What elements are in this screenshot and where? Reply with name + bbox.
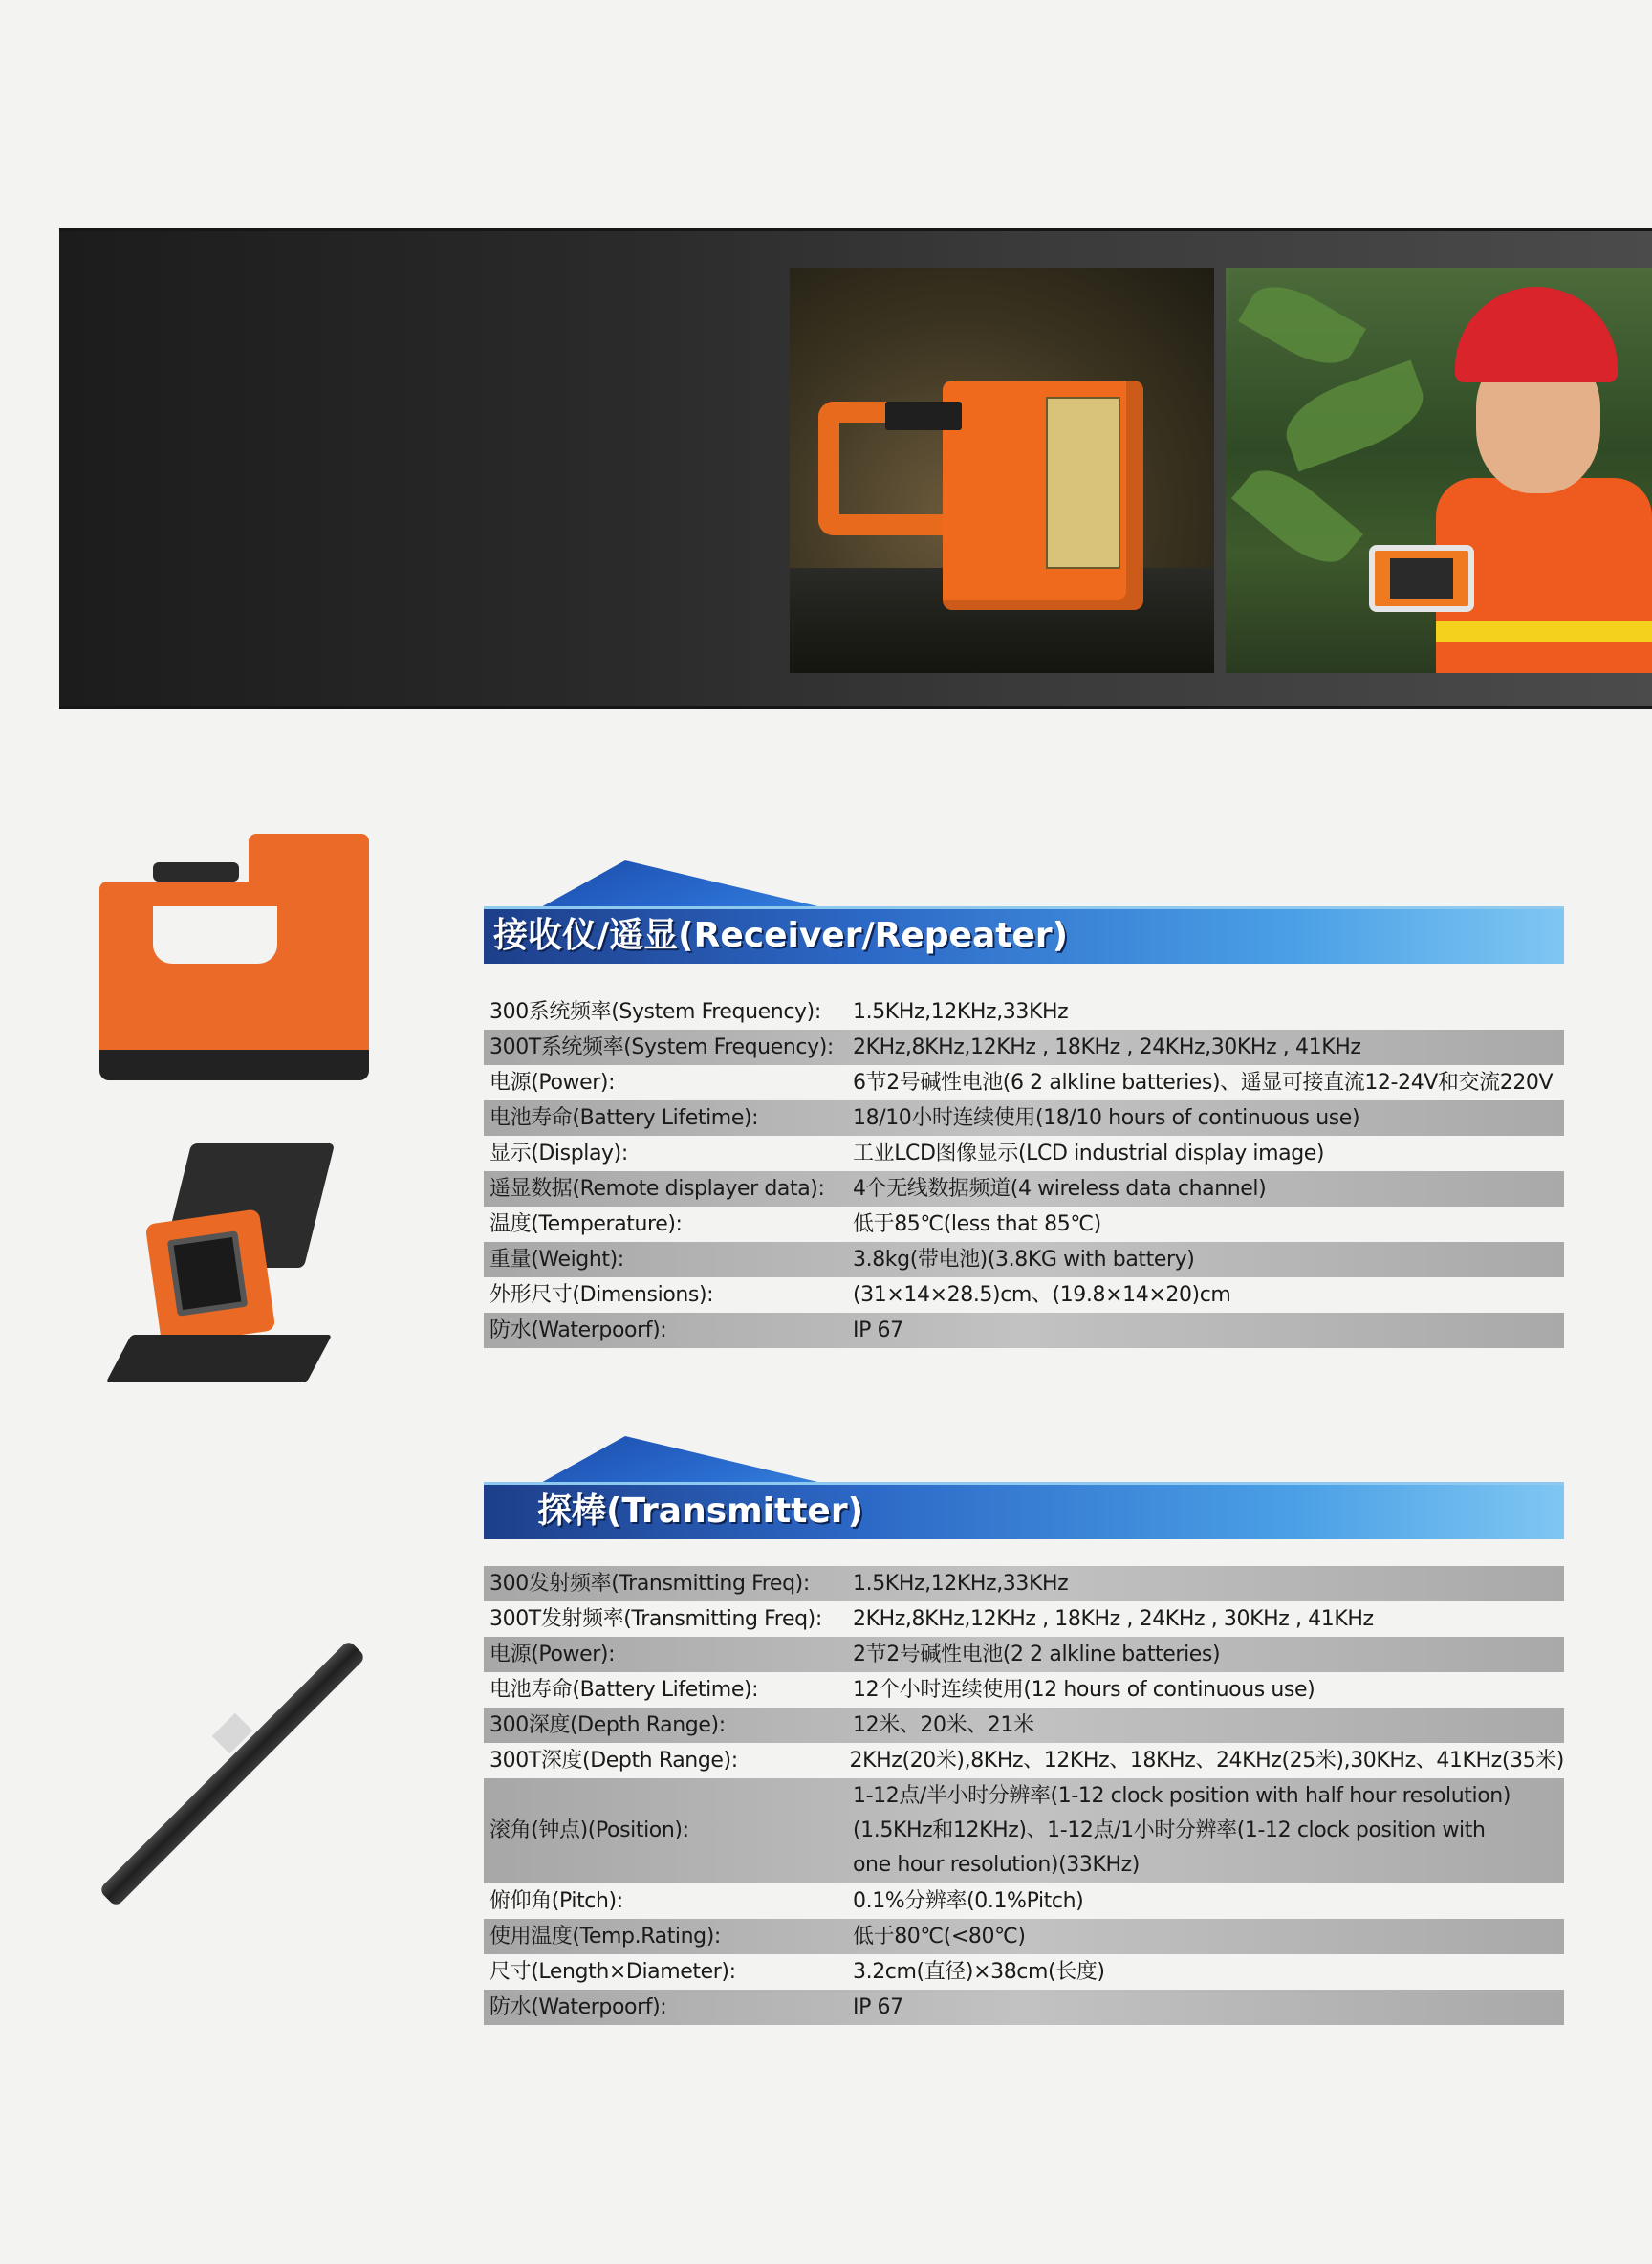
spec-value: 18/10小时连续使用(18/10 hours of continuous use) [853,1105,1360,1130]
display-stand [106,1335,333,1382]
photo-vest-stripe [1436,621,1652,642]
spec-value: 0.1%分辨率(0.1%Pitch) [853,1888,1084,1913]
spec-label: 外形尺寸(Dimensions): [489,1282,714,1307]
spec-label: 300发射频率(Transmitting Freq): [489,1571,810,1596]
spec-row [484,1954,1564,1990]
photo-receiver-label [1046,397,1120,569]
spec-row [484,1100,1564,1136]
spec-label: 300深度(Depth Range): [489,1712,726,1737]
photo-handheld-display [1369,545,1474,612]
spec-label: 俯仰角(Pitch): [489,1888,623,1913]
spec-label: 显示(Display): [489,1141,628,1165]
spec-row [484,1637,1564,1672]
transmitter-spec-table [484,1566,1564,2025]
spec-value: 12米、20米、21米 [853,1712,1034,1737]
wand-rod [98,1640,366,1907]
spec-value: 6节2号碱性电池(6 2 alkline batteries)、遥显可接直流12-24V和交流220V [853,1070,1554,1095]
spec-value: 低于80℃(<80℃) [853,1924,1026,1948]
spec-row [484,1136,1564,1171]
spec-value: 12个小时连续使用(12 hours of continuous use) [853,1677,1315,1702]
spec-row [484,1313,1564,1348]
receiver-handle-gap [153,906,277,964]
spec-label: 尺寸(Length×Diameter): [489,1959,736,1984]
spec-value: 2节2号碱性电池(2 2 alkline batteries) [853,1642,1221,1666]
spec-label: 300T深度(Depth Range): [489,1748,738,1773]
photo-foliage [1231,454,1363,578]
spec-label: 防水(Waterpoorf): [489,1994,667,2019]
spec-value: 3.8kg(带电池)(3.8KG with battery) [853,1247,1195,1272]
photo-foliage [1276,359,1434,471]
spec-label: 电池寿命(Battery Lifetime): [489,1105,759,1130]
spec-row [484,1990,1564,2025]
receiver-field-photo [790,268,1214,673]
spec-row [484,1778,1564,1883]
spec-row [484,1743,1564,1778]
spec-row [484,1566,1564,1601]
spec-value [849,1779,1564,1883]
spec-row [484,1672,1564,1708]
photo-receiver-screen [885,402,962,430]
worker-photo [1226,268,1652,673]
spec-label: 防水(Waterpoorf): [489,1317,667,1342]
spec-value: 1.5KHz,12KHz,33KHz [853,1571,1069,1596]
spec-row [484,1065,1564,1100]
spec-value: 工业LCD图像显示(LCD industrial display image) [853,1141,1325,1165]
spec-row [484,1883,1564,1919]
spec-label: 电池寿命(Battery Lifetime): [489,1677,759,1702]
receiver-spec-table [484,994,1564,1348]
receiver-top [249,834,369,901]
spec-label: 300T发射频率(Transmitting Freq): [489,1606,822,1631]
top-banner [59,228,1652,709]
photo-hard-hat [1455,287,1618,382]
receiver-section-header [484,860,1564,966]
photo-foliage [1238,272,1366,379]
spec-label: 重量(Weight): [489,1247,624,1272]
spec-label: 温度(Temperature): [489,1211,683,1236]
transmitter-section-header [484,1436,1564,1541]
spec-value: 低于85℃(less that 85℃) [853,1211,1101,1236]
spec-value: 2KHz,8KHz,12KHz , 18KHz , 24KHz,30KHz , 41KHz [853,1034,1361,1059]
spec-row [484,1030,1564,1065]
spec-value: 2KHz(20米),8KHz、12KHz、18KHz、24KHz(25米),30KHz、41KHz(35米) [849,1748,1564,1773]
spec-label: 电源(Power): [489,1070,616,1095]
spec-value: 3.2cm(直径)×38cm(长度) [853,1959,1105,1984]
spec-label: 滚角(钟点)(Position): [489,1818,689,1842]
spec-value: 2KHz,8KHz,12KHz , 18KHz , 24KHz , 30KHz , 41KHz [853,1606,1374,1631]
display-screen [167,1230,248,1317]
spec-value: 1.5KHz,12KHz,33KHz [853,999,1069,1024]
spec-value: IP 67 [853,1994,903,2019]
spec-label: 使用温度(Temp.Rating): [489,1924,721,1948]
spec-label: 遥显数据(Remote displayer data): [489,1176,825,1201]
transmitter-section-title: 探棒(Transmitter) [537,1491,864,1531]
spec-row [484,1919,1564,1954]
spec-label: 电源(Power): [489,1642,616,1666]
spec-row [484,994,1564,1030]
receiver-product-image [96,834,373,1084]
spec-value: IP 67 [853,1317,903,1342]
remote-display-product-image [119,1143,329,1402]
receiver-base [99,1050,369,1080]
spec-label: 300系统频率(System Frequency): [489,999,821,1024]
spec-row [484,1708,1564,1743]
spec-label: 300T系统频率(System Frequency): [489,1034,834,1059]
spec-row [484,1171,1564,1207]
spec-row [484,1601,1564,1637]
spec-value-line: 1-12点/半小时分辨率(1-12 clock position with half hour resolution) [853,1784,1511,1808]
receiver-section-title: 接收仪/遥显(Receiver/Repeater) [493,916,1069,955]
spec-value-line: one hour resolution)(33KHz) [853,1853,1140,1877]
spec-value: 4个无线数据频道(4 wireless data channel) [853,1176,1267,1201]
spec-row [484,1277,1564,1313]
spec-row [484,1207,1564,1242]
transmitter-wand-product-image [86,1616,392,1893]
spec-value: (31×14×28.5)cm、(19.8×14×20)cm [853,1282,1231,1307]
spec-row [484,1242,1564,1277]
spec-value-line: (1.5KHz和12KHz)、1-12点/1小时分辨率(1-12 clock position with [853,1818,1486,1842]
receiver-grip [153,862,239,882]
